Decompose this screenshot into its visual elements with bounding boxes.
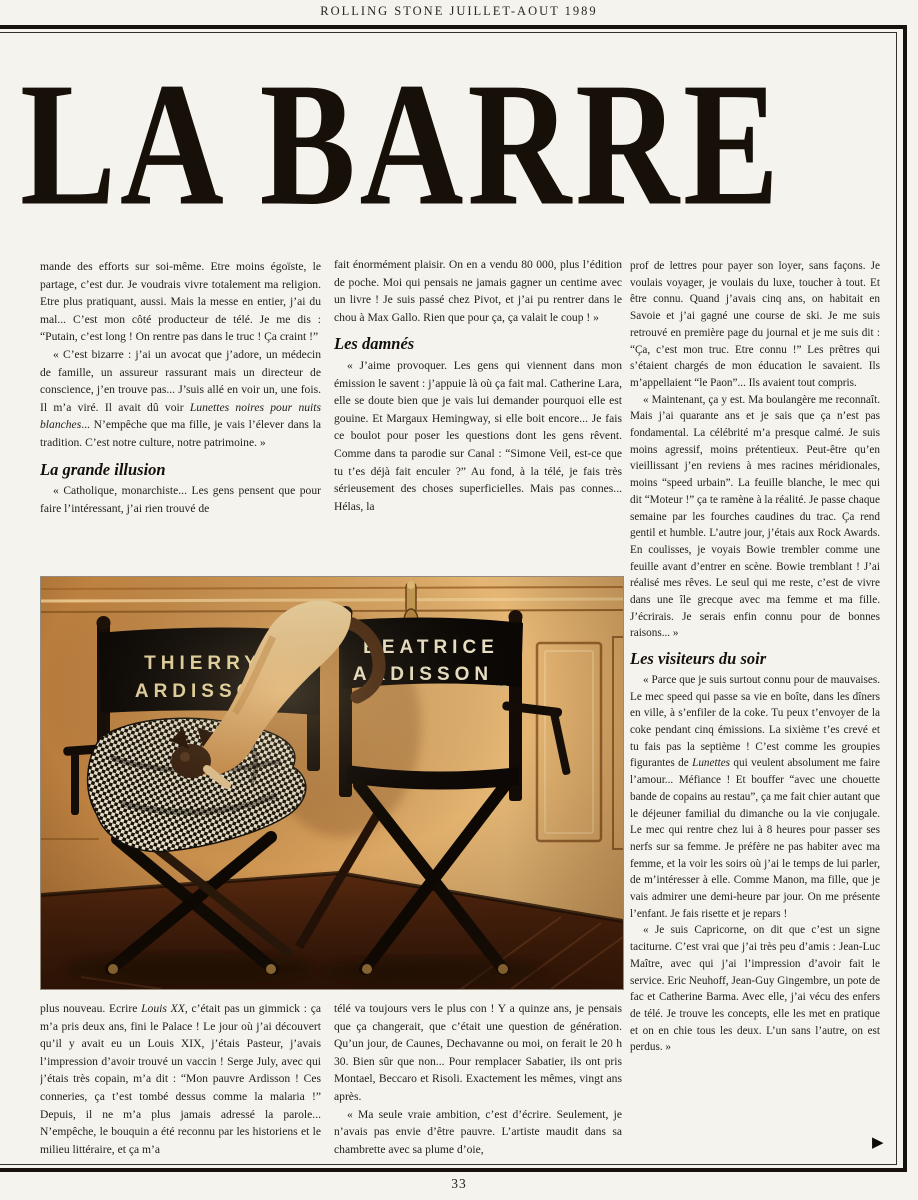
section-heading: Les visiteurs du soir (630, 649, 767, 669)
article-paragraph: mande des efforts sur soi-même. Etre moins égoïste, le partage, c’est dur. Je voudrais vivre totalement ma religion. Etre plus pratiquant, aussi. Mais la messe en entier, j’ai du mal... C’est mon côté producteur de télé. Je me dis : “Putain, c’est long ! On rentre pas dans le truc ! Ça craint !” (40, 260, 321, 344)
continuation-arrow-icon: ▶ (872, 1135, 884, 1151)
article-column-2-top (334, 256, 622, 574)
page-number: 33 (451, 1176, 467, 1191)
section-heading: Les damnés (334, 334, 415, 354)
article-column-1-top (40, 258, 321, 576)
article-paragraph: « Parce que je suis surtout connu pour de mauvaises. Le mec speed qui passe sa vie en boîte, dans les dîners en ville, à s’enfiler de la coke. Tu peux t’envoyer de la coke pendant cinq émissions. La sixième t’es crevé et tu fais pas la septième ! C’est comme les groupies figurantes de Lunettes qui veulent absolument me faire l’amour... Méfiance ! Et bouffer “avec une chouette bande de copains au restau”, ça me fait chier autant que le déjeuner familial du dimanche ou la vie conjugale. Le mec qui rentre chez lui à 8 heures pour passer ses nerfs sur sa femme. Je préfère ne pas habiter avec ma femme, et la voir les soirs où j’ai le temps de lui parler, de m’intéresser à elle. Comme Manon, ma fille, que je vais admirer une demi-heure par jour. On me présente l’enfant. Je fais risette et je repars ! (630, 673, 880, 920)
article-paragraph: « Catholique, monarchiste... Les gens pensent que pour faire l’intéressant, j’ai rien trouvé de (40, 484, 321, 515)
article-headline: LA BARRE (20, 46, 783, 243)
photo-illustration (41, 577, 623, 989)
article-paragraph: « J’aime provoquer. Les gens qui viennent dans mon émission le savent : j’appuie là où ça fait mal. Catherine Lara, elle se doute bien que je vais lui demander pourquoi elle est gouine. Et Margaux Hemingway, si elle boit encore... Je fais ce boulot pour poser les questions dont les gens rêvent. Comme dans ta parodie sur Canal : “Simone Veil, est-ce que tu t’es déjà fait enculer ?” Au fond, à la télé, je fais très sérieusement des choses superficielles. Mais pas connes... Hélas, la (334, 358, 622, 513)
article-paragraph: télé va toujours vers le plus con ! Y a quinze ans, je pensais que ça changerait, que c’était une question de génération. Qu’un jour, de Caunes, Dechavanne ou moi, on ferait le 20 h 30. Bien sûr que non... Pour remplacer Sabatier, ils ont pris Montael, Beccaro et Risoli. Exactement les mêmes, vingt ans après. (334, 1002, 622, 1103)
article-column-2-bottom (334, 1000, 622, 1162)
article-paragraph: prof de lettres pour payer son loyer, sans façons. Je voulais voyager, je voulais du luxe, toucher à tout. Et être connu. Quand j’avais cinq ans, on habitait en Savoie et j’ai gagné une course de ski. Je me suis retrouvé en première page du journal et je me suis dit : “Ça, c’est mon truc. Etre connu !” Les prêtres qui s’étaient chargés de mon éducation le savaient. Ils m’appellaient “le Paon”... Ils avaient tout compris. (630, 260, 880, 389)
article-paragraph: « Je suis Capricorne, on dit que c’est un signe taciturne. C’est vrai que j’ai très peu d’amis : Jean-Luc Maître, avec qui j’ai l’impression d’avoir fait le service. Eric Neuhoff, Jean-Guy Gingembre, un pote de fac et Catherine Barma. Avec elle, j’ai vécu des enfers de télé. Je trouve les concepts, elle les met en pratique et on en chie tous les deux. L’un sans l’autre, on est perdus. » (630, 924, 880, 1054)
masthead: ROLLING STONE JUILLET-AOUT 1989 (320, 4, 598, 18)
article-paragraph: fait énormément plaisir. On en a vendu 80 000, plus l’édition de poche. Moi qui pensais ne jamais gagner un centime avec un livre ! Je suis passé chez Pivot, et j’ai pu rentrer dans le chou à Max Gallo. Rien que pour ça, ça valait le coup ! » (334, 258, 622, 324)
section-heading: La grande illusion (40, 459, 166, 479)
photo-vignette (41, 577, 623, 989)
ardisson-directors-chairs-photo (40, 576, 624, 990)
article-paragraph: « C’est bizarre : j’ai un avocat que j’adore, un médecin de famille, un assureur rassurant mais un directeur de conscience, j’en trouve pas... J’suis allé en voir un, une fois. Il m’a viré. Il avait dû voir Lunettes noires pour nuits blanches... N’empêche que ma fille, je vais l’élever dans la tradition. C’est notre culture, notre patrimoine. » (40, 347, 321, 449)
article-column-1-bottom (40, 1000, 321, 1162)
article-paragraph: « Ma seule vraie ambition, c’est d’écrire. Seulement, je n’avais pas envie d’être pauvre. L’artiste maudit dans sa chambrette avec sa plume d’oie, (334, 1107, 622, 1156)
article-column-3 (630, 258, 880, 1160)
article-paragraph: plus nouveau. Ecrire Louis XX, c’était pas un gimmick : ça m’a pris deux ans, fini le Palace ! Le jour où j’ai découvert qu’il y avait eu un Louis XIX, j’étais Pasteur, j’avais l’impression d’avoir trouvé un vaccin ! Serge July, avec qui j’étais très copain, m’a dit : “Mon pauvre Ardisson ! Ces conneries, ça t’est tombé dessus comme la malaria !” Depuis, il ne m’a plus jamais adressé la parole... N’empêche, le bouquin a été reconnu par les historiens et le milieu littéraire, et ça m’a (40, 1002, 321, 1156)
article-paragraph: « Maintenant, ça y est. Ma boulangère me reconnaît. Mais j’ai quarante ans et je sais que ça n’est pas fondamental. La célébrité m’a presque calmé. Je suis moins agressif, moins prétentieux. Peut-être qu’en vieillissant j’en reviens à mes racines méridionales, moins “speed urbain”. La feuille blanche, le mec qui dit “Moteur !” ça te ramène à la réalité. Je passe chaque semaine par les fourches caudines du trac. Ça rend gentil et humble. L’autre jour, j’étais aux Rock Awards. En coulisses, je voyais Bowie trembler comme une feuille avant d’entrer en scène. Bowie tremblant ! J’ai réalisé mes rêves. Le seul qui me reste, c’est de vivre dans une île grecque avec ma femme et ma fille. J’écrirais. Je serais enfin connu pour de bonnes raisons... » (630, 393, 880, 640)
